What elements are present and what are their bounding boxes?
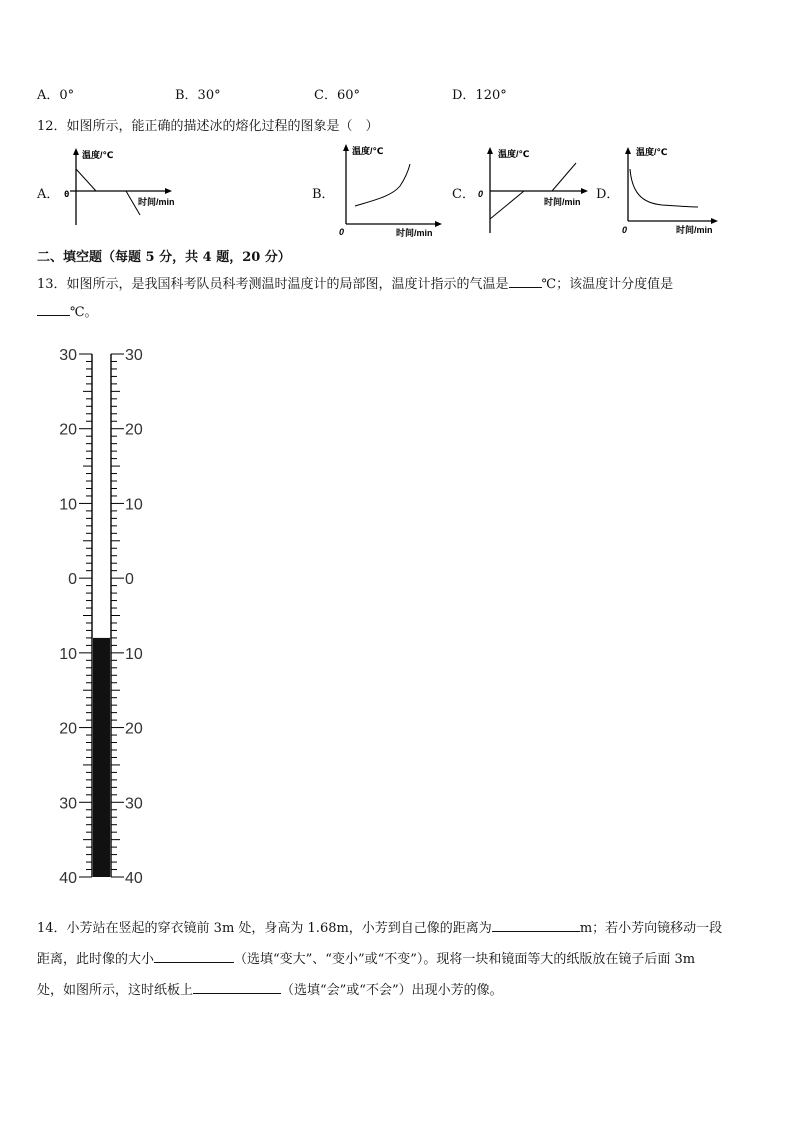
graph-d-xlabel: 时间/min	[676, 225, 713, 235]
scale-label-left: 10	[59, 645, 77, 663]
q13-text-3: ℃。	[70, 305, 98, 320]
graph-c-ylabel: 温度/℃	[498, 149, 530, 159]
graph-d	[614, 143, 724, 240]
q14-text-1: 14．小芳站在竖起的穿衣镜前 3m 处，身高为 1.68m，小芳到自己像的距离为	[37, 921, 492, 936]
q14-text-3: 距离，此时像的大小	[37, 952, 155, 967]
q13-text-1: 13．如图所示，是我国科考队员科考测温时温度计的局部图，温度计指示的气温是	[37, 277, 509, 292]
scale-label-right: 0	[125, 571, 134, 589]
scale-label-right: 30	[125, 795, 143, 813]
option-d: D．120°	[452, 88, 507, 103]
scale-label-right: 30	[125, 347, 143, 364]
graph-b-svg	[330, 140, 450, 240]
scale-label-left: 10	[59, 496, 77, 514]
q14-blank-2	[154, 949, 234, 963]
graph-a-origin: 0	[64, 190, 70, 200]
graph-c-svg	[472, 143, 597, 238]
q14-text-4: （选填“变大”、“变小”或“不变”）。现将一块和镜面等大的纸版放在镜子后面 3m	[234, 952, 696, 967]
graph-a	[56, 145, 186, 235]
q14-text-5: 处，如图所示，这时纸板上	[37, 983, 194, 998]
q14-line1	[37, 917, 722, 936]
graph-a-ylabel: 温度/℃	[82, 150, 114, 160]
scale-label-right: 10	[125, 645, 143, 663]
graph-b-origin: 0	[339, 227, 345, 237]
graph-d-letter: D．	[596, 187, 620, 202]
graph-c-xlabel: 时间/min	[544, 197, 581, 207]
graph-a-svg	[56, 145, 186, 235]
thermometer-svg	[40, 336, 170, 896]
graph-a-letter: A．	[37, 187, 60, 202]
scale-label-right: 40	[125, 870, 143, 887]
graph-b-letter: B．	[312, 187, 335, 202]
q14-blank-1	[492, 918, 580, 932]
scale-label-right: 20	[125, 421, 143, 439]
q13-line2	[37, 301, 98, 320]
graph-b	[330, 140, 450, 240]
scale-label-left: 30	[59, 347, 77, 364]
graph-d-svg	[614, 143, 724, 240]
q13-blank-2	[37, 302, 70, 316]
scale-label-left: 0	[68, 571, 77, 589]
graph-c-letter: C．	[452, 187, 475, 202]
scale-label-right: 10	[125, 496, 143, 514]
graph-a-xlabel: 时间/min	[138, 197, 175, 207]
q13-text-2: ℃；该温度计分度值是	[541, 277, 674, 292]
q14-text-2: m；若小芳向镜移动一段	[579, 921, 723, 936]
scale-label-left: 30	[59, 795, 77, 813]
q12-stem: 12．如图所示，能正确的描述冰的熔化过程的图象是（ ）	[37, 119, 379, 134]
q14-blank-3	[193, 980, 281, 994]
graph-c	[472, 143, 597, 238]
graph-c-origin: 0	[478, 189, 484, 199]
q14-text-6: （选填“会”或“不会”）出现小芳的像。	[281, 983, 503, 998]
scale-label-left: 40	[59, 870, 77, 887]
scale-label-right: 20	[125, 720, 143, 738]
scale-label-left: 20	[59, 720, 77, 738]
graph-b-xlabel: 时间/min	[396, 228, 433, 238]
thermometer	[40, 336, 170, 896]
q13-blank-1	[509, 274, 542, 288]
graph-b-ylabel: 温度/℃	[352, 146, 384, 156]
option-c: C．60°	[314, 88, 360, 103]
q13-line1	[37, 273, 673, 292]
q14-line3	[37, 979, 503, 998]
mercury-column	[93, 638, 110, 877]
option-b: B．30°	[175, 88, 221, 103]
scale-label-left: 20	[59, 421, 77, 439]
option-a: A．0°	[37, 88, 75, 103]
q14-line2	[37, 948, 695, 967]
graph-d-ylabel: 温度/℃	[636, 147, 668, 157]
graph-d-origin: 0	[622, 225, 628, 235]
section-title: 二、填空题（每题 5 分，共 4 题，20 分）	[37, 250, 291, 265]
